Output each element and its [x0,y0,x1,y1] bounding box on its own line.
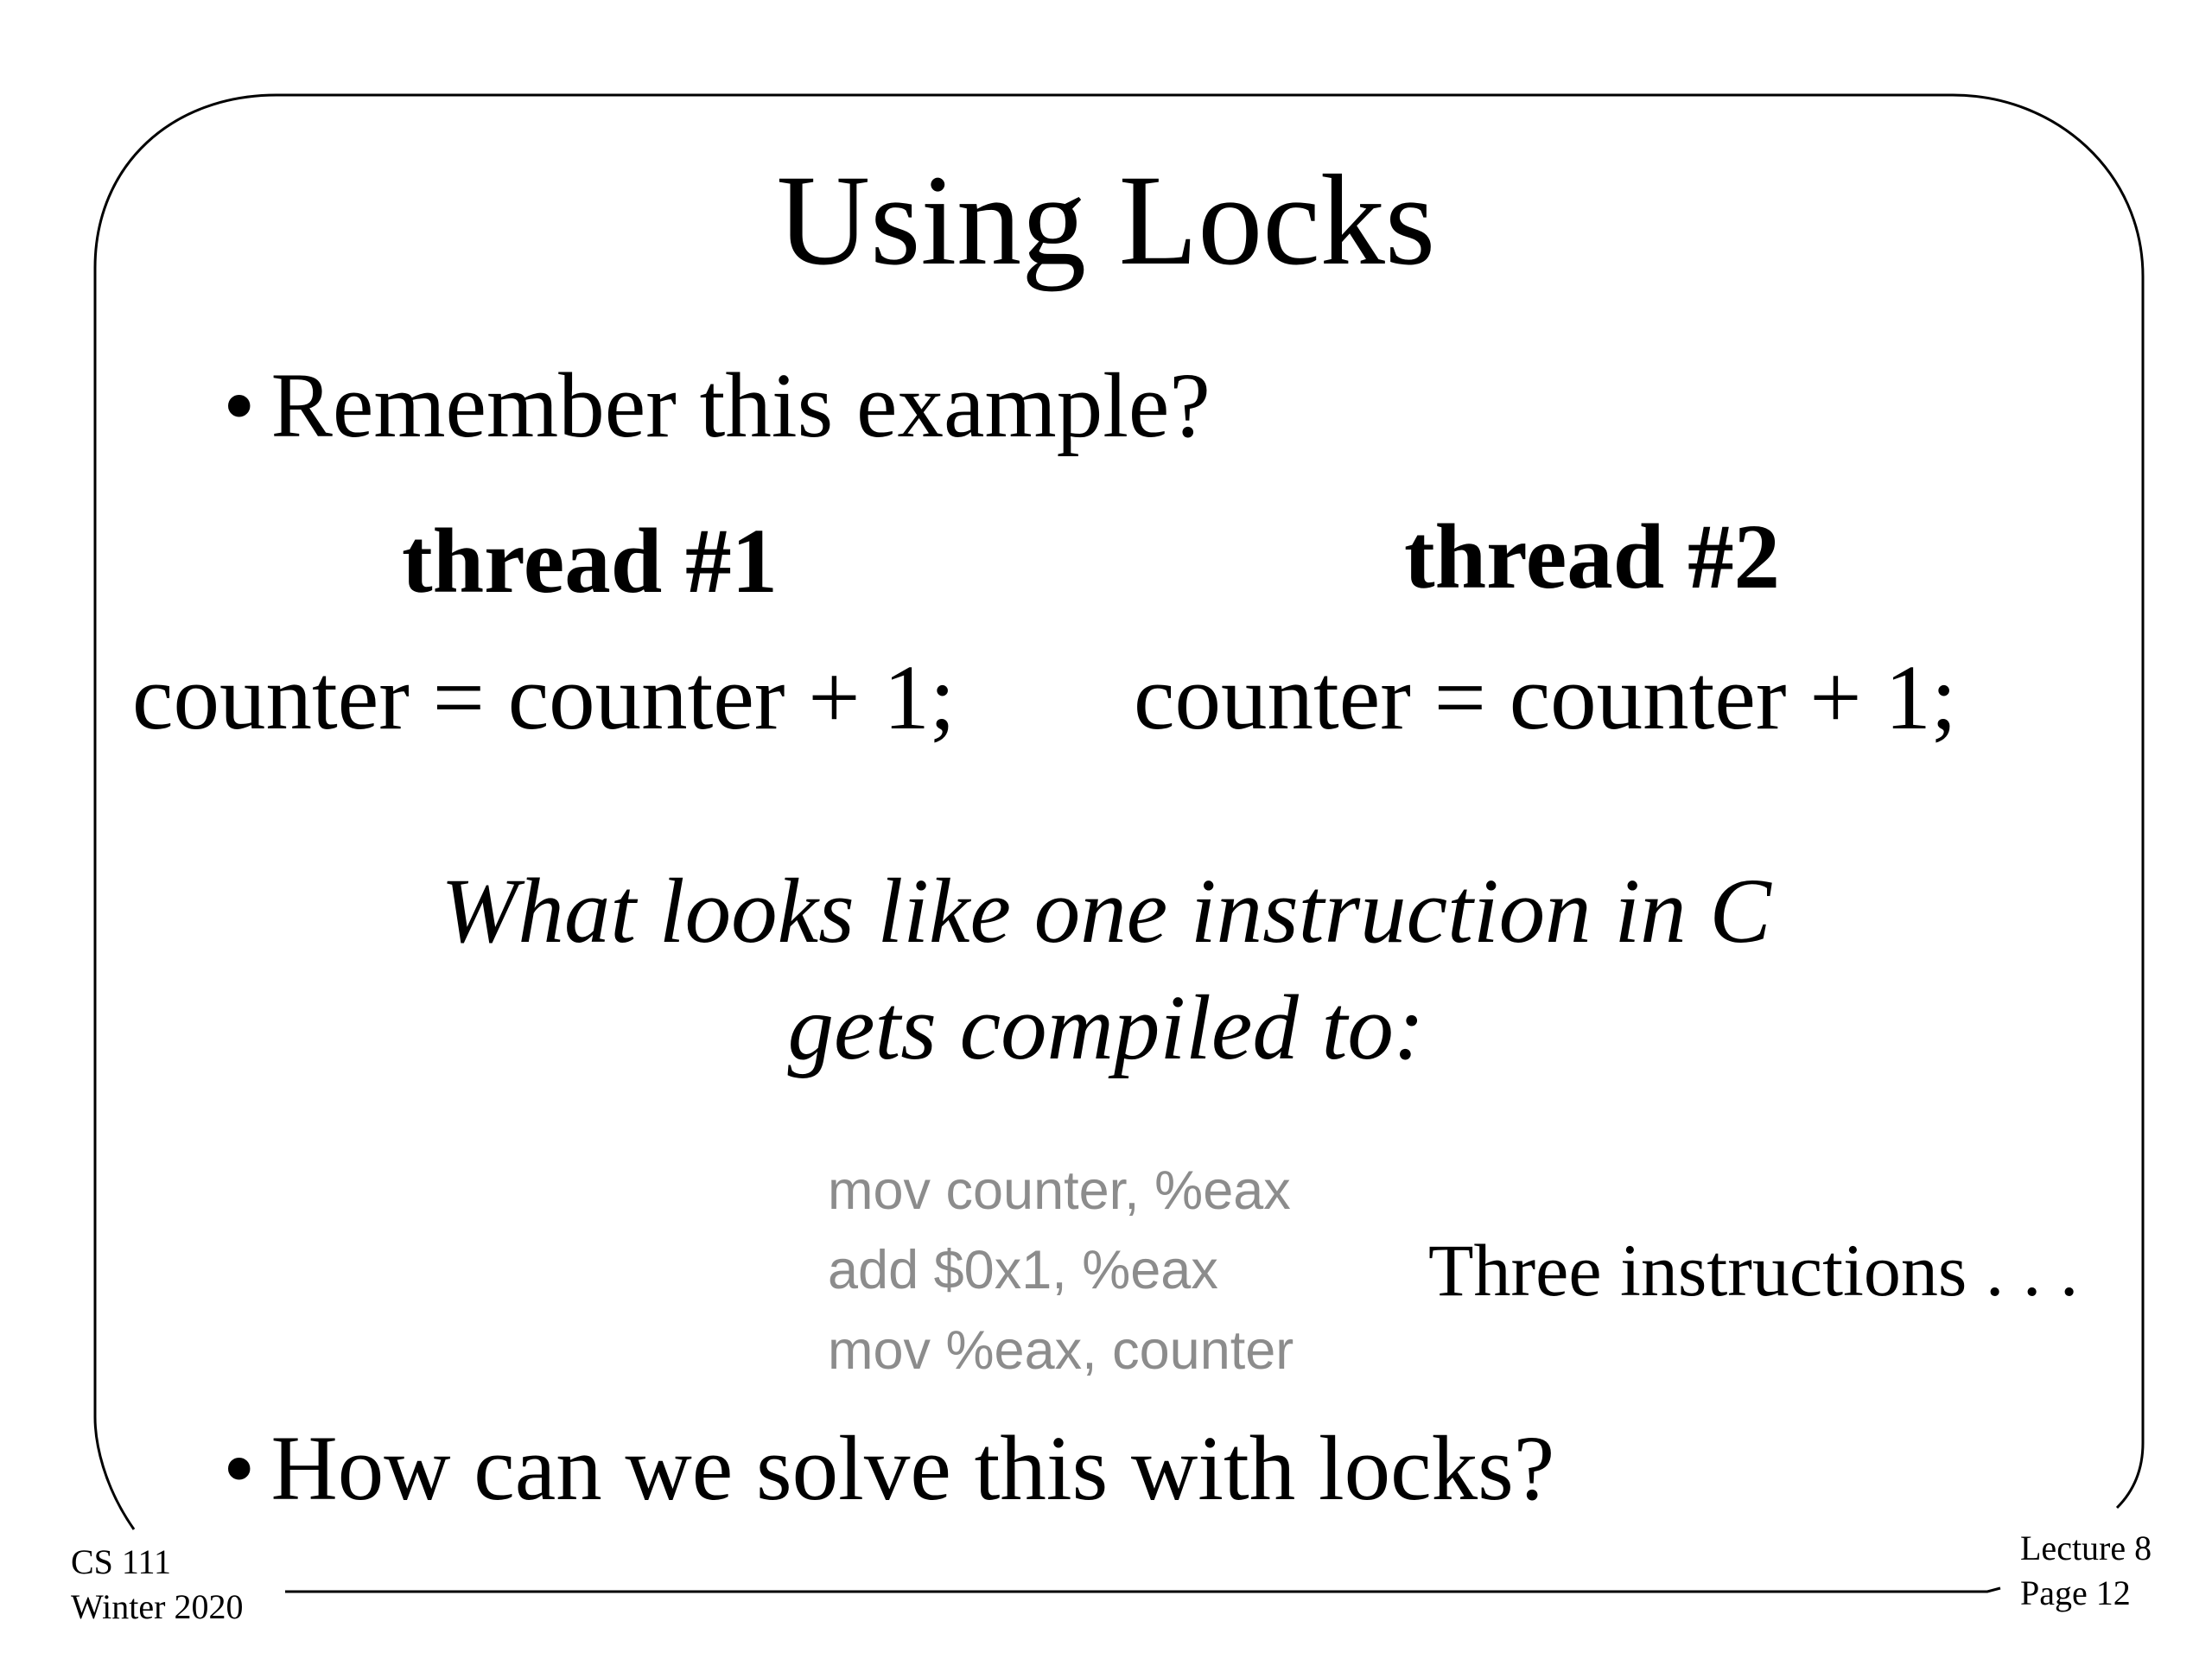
slide-title: Using Locks [776,149,1436,292]
assembly-line: mov counter, %eax [828,1160,1291,1221]
bullet-dot: • [223,355,256,457]
assembly-line: mov %eax, counter [828,1320,1294,1381]
bullet-question [223,1417,1554,1521]
footer-term: Winter 2020 [71,1587,244,1626]
bullet-remember-text: Remember this example? [270,355,1211,457]
thread-2-code: counter = counter + 1; [1134,647,1957,749]
bullet-remember [223,354,1211,458]
bullet-question-text: How can we solve this with locks? [270,1418,1555,1520]
compiled-note-line-2: gets compiled to: [787,977,1425,1079]
bullet-dot: • [223,1418,256,1520]
assembly-line: add $0x1, %eax [828,1240,1218,1300]
thread-1-heading: thread #1 [402,511,778,613]
assembly-note: Three instructions . . . [1428,1229,2079,1312]
slide-border [95,95,2143,1529]
thread-2-heading: thread #2 [1404,506,1780,608]
footer-lecture: Lecture 8 [2020,1529,2152,1567]
footer-rule [285,1588,2000,1592]
footer-course: CS 111 [71,1542,171,1581]
compiled-note-line-1: What looks like one instruction in C [441,861,1771,963]
thread-1-code: counter = counter + 1; [132,647,956,749]
footer-page: Page 12 [2020,1573,2131,1612]
